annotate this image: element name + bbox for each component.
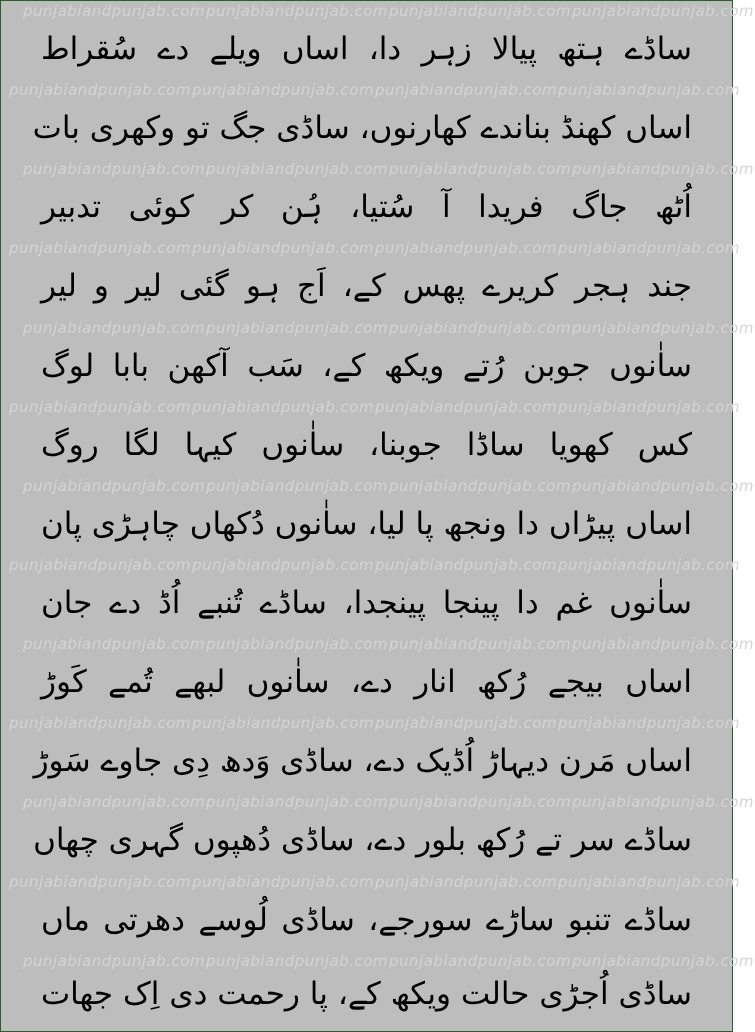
verse-line: اساں کھنڈ بناندے کھارنوں، ساڈی جگ تو وکھری بات bbox=[32, 110, 692, 146]
watermark-text: punjabiandpunjab.com bbox=[558, 873, 741, 891]
watermark-text: punjabiandpunjab.com bbox=[375, 239, 558, 257]
watermark-text: punjabiandpunjab.com bbox=[192, 556, 375, 574]
watermark-text: punjabiandpunjab.com bbox=[192, 81, 375, 99]
watermark-text: punjabiandpunjab.com bbox=[375, 556, 558, 574]
watermark-text: punjabiandpunjab.com bbox=[192, 873, 375, 891]
watermark-text: punjabiandpunjab.com bbox=[9, 873, 192, 891]
watermark-text: punjabiandpunjab.com bbox=[9, 239, 192, 257]
watermark-text: punjabiandpunjab.com bbox=[9, 81, 192, 99]
watermark-text: punjabiandpunjab.com bbox=[572, 319, 755, 337]
watermark-text: punjabiandpunjab.com bbox=[9, 556, 192, 574]
watermark-text: punjabiandpunjab.com bbox=[23, 2, 206, 20]
watermark-text: punjabiandpunjab.com bbox=[389, 319, 572, 337]
watermark-text: punjabiandpunjab.com bbox=[558, 714, 741, 732]
watermark-text: punjabiandpunjab.com bbox=[23, 477, 206, 495]
watermark-text: punjabiandpunjab.com bbox=[558, 398, 741, 416]
watermark-text: punjabiandpunjab.com bbox=[389, 952, 572, 970]
watermark-text: punjabiandpunjab.com bbox=[192, 398, 375, 416]
watermark-text: punjabiandpunjab.com bbox=[206, 793, 389, 811]
watermark-text: punjabiandpunjab.com bbox=[389, 2, 572, 20]
watermark-text: punjabiandpunjab.com bbox=[9, 714, 192, 732]
watermark-text: punjabiandpunjab.com bbox=[23, 793, 206, 811]
watermark-text: punjabiandpunjab.com bbox=[206, 2, 389, 20]
watermark-text: punjabiandpunjab.com bbox=[206, 952, 389, 970]
watermark-text: punjabiandpunjab.com bbox=[206, 160, 389, 178]
watermark-text: punjabiandpunjab.com bbox=[572, 952, 755, 970]
watermark-text: punjabiandpunjab.com bbox=[23, 319, 206, 337]
watermark-text: punjabiandpunjab.com bbox=[375, 398, 558, 416]
watermark-text: punjabiandpunjab.com bbox=[23, 160, 206, 178]
verse-line: ساڈے سر تے رُکھ بلور دے، ساڈی دُھپوں گہری چھاں bbox=[33, 822, 692, 858]
verse-line: ساڈی اُجڑی حالت ویکھ کے، پا رحمت دی اِک جھات bbox=[41, 976, 692, 1012]
poem-verses bbox=[1, 1, 732, 1031]
verse-line: ساڈے تنبو ساڑے سورجے، ساڈی لُوسے دھرتی ماں bbox=[41, 902, 692, 938]
verse-line: جند ہجر کریرے پھس کے، اَج ہو گئی لیر و لیر bbox=[41, 268, 692, 304]
watermark-text: punjabiandpunjab.com bbox=[389, 793, 572, 811]
watermark-text: punjabiandpunjab.com bbox=[389, 635, 572, 653]
watermark-text: punjabiandpunjab.com bbox=[558, 81, 741, 99]
watermark-text: punjabiandpunjab.com bbox=[572, 793, 755, 811]
watermark-text: punjabiandpunjab.com bbox=[192, 239, 375, 257]
watermark-text: punjabiandpunjab.com bbox=[23, 635, 206, 653]
watermark-text: punjabiandpunjab.com bbox=[206, 319, 389, 337]
watermark-text: punjabiandpunjab.com bbox=[558, 556, 741, 574]
watermark-text: punjabiandpunjab.com bbox=[375, 714, 558, 732]
verse-line: اُٹھ جاگ فریدا آ سُتیا، ہُن کر کوئی تدبیر bbox=[41, 189, 692, 225]
watermark-text: punjabiandpunjab.com bbox=[572, 635, 755, 653]
watermark-text: punjabiandpunjab.com bbox=[558, 239, 741, 257]
verse-line: اساں مَرن دیہاڑ اُڈیک دے، ساڈی وَدھ دِی جاوے سَوڑ bbox=[33, 743, 692, 779]
watermark-text: punjabiandpunjab.com bbox=[375, 81, 558, 99]
watermark-text: punjabiandpunjab.com bbox=[375, 873, 558, 891]
watermark-text: punjabiandpunjab.com bbox=[572, 477, 755, 495]
watermark-text: punjabiandpunjab.com bbox=[206, 477, 389, 495]
watermark-text: punjabiandpunjab.com bbox=[192, 714, 375, 732]
watermark-text: punjabiandpunjab.com bbox=[23, 952, 206, 970]
verse-line: اساں پیڑاں دا ونجھ پا لیا، ساٰنوں دُکھاں چاہڑی پان bbox=[41, 506, 692, 542]
watermark-text: punjabiandpunjab.com bbox=[572, 160, 755, 178]
watermark-text: punjabiandpunjab.com bbox=[9, 398, 192, 416]
verse-line: اساں بیجے رُکھ انار دے، ساٰنوں لبھے تُمے کَوڑ bbox=[41, 664, 692, 700]
verse-line: ساٰنوں غم دا پینجا پینجدا، ساڈے تُنبے اُڈ دے جان bbox=[41, 585, 692, 621]
verse-line: ساٰنوں جوبن رُتے ویکھ کے، سَب آکھن بابا لوگ bbox=[41, 348, 692, 384]
verse-line: ساڈے ہتھ پیالا زہر دا، اساں ویلے دے سُقراط bbox=[41, 31, 692, 67]
watermark-text: punjabiandpunjab.com bbox=[572, 2, 755, 20]
watermark-text: punjabiandpunjab.com bbox=[206, 635, 389, 653]
verse-line: کس کھویا ساڈا جوبنا، ساٰنوں کیہا لگا روگ bbox=[41, 427, 692, 463]
watermark-text: punjabiandpunjab.com bbox=[389, 160, 572, 178]
watermark-text: punjabiandpunjab.com bbox=[389, 477, 572, 495]
